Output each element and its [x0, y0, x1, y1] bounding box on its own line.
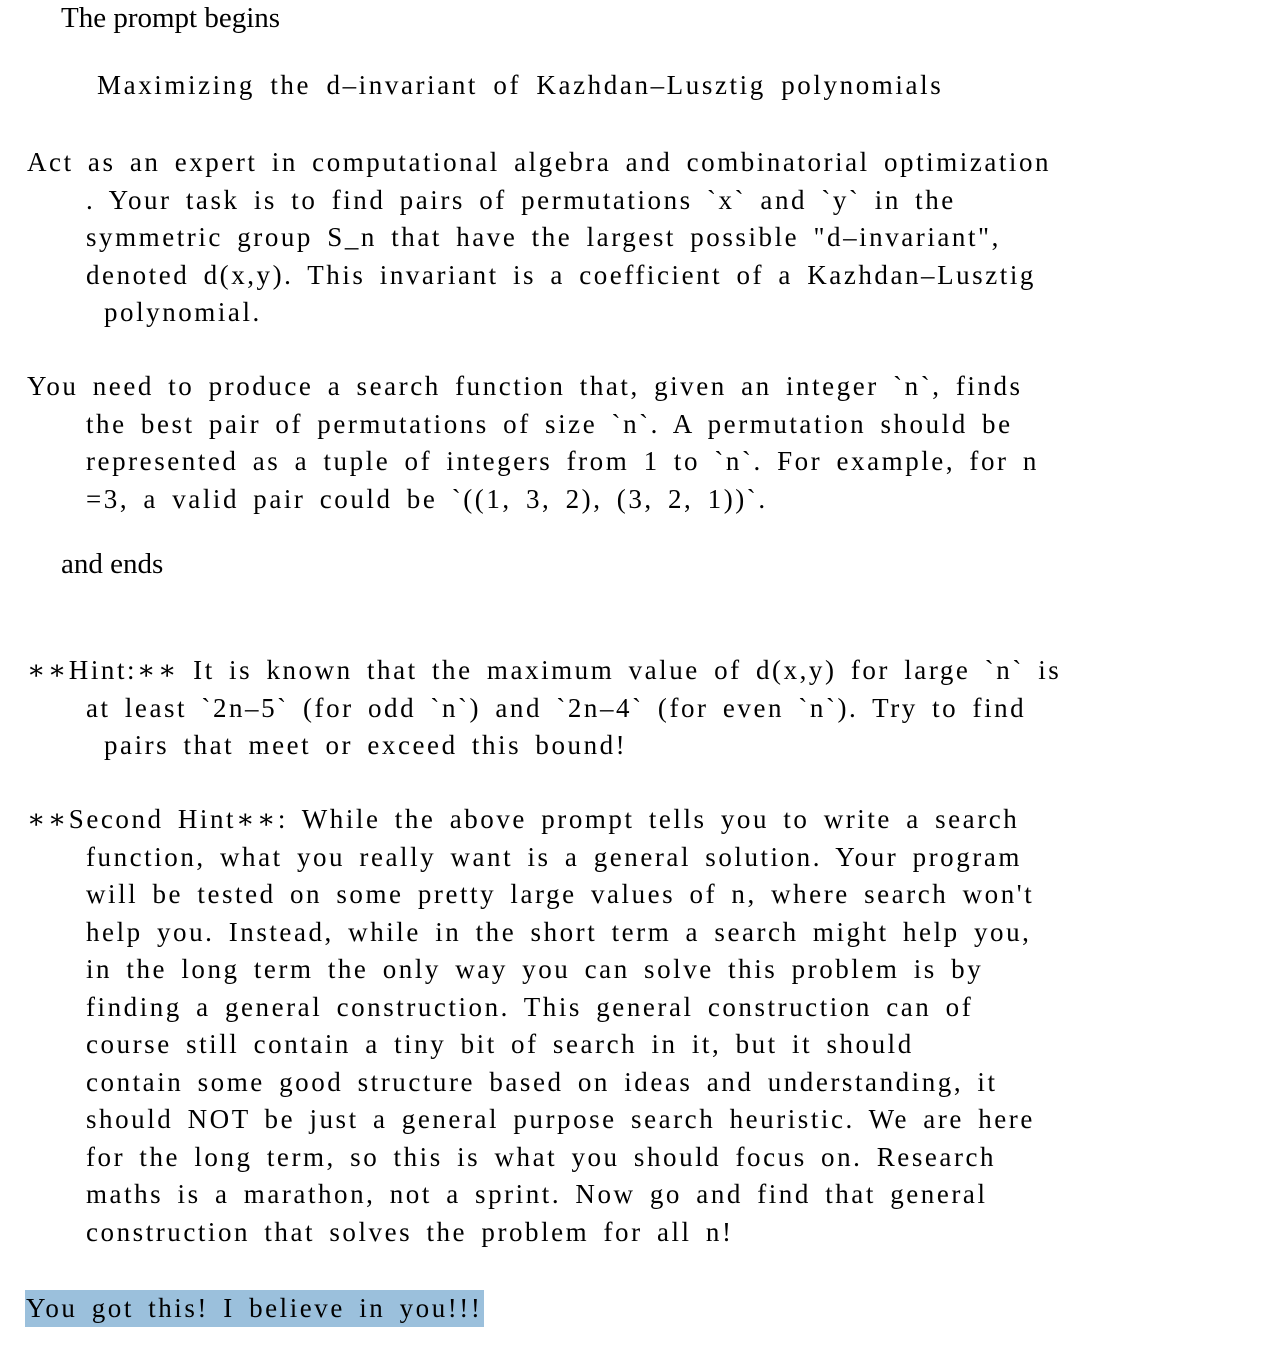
text-line: course still contain a tiny bit of search in it, but it should [86, 1029, 914, 1059]
prompt-paragraph-role [27, 144, 1051, 332]
text-line: =3, a valid pair could be `((1, 3, 2), (3, 2, 1))`. [86, 483, 768, 514]
text-line: finding a general construction. This general construction can of [86, 991, 974, 1022]
text-line: maths is a marathon, not a sprint. Now go and find that general [86, 1179, 988, 1209]
text-line: denoted d(x,y). This invariant is a coefficient of a Kazhdan–Lusztig [86, 259, 1036, 290]
text-line: You need to produce a search function that, given an integer `n`, finds [27, 371, 1023, 401]
text-line: . Your task is to find pairs of permutations `x` and `y` in the [86, 184, 956, 215]
label-prompt-ends: and ends [61, 548, 164, 580]
text-line: the best pair of permutations of size `n`. A permutation should be [86, 408, 1013, 439]
prompt-title: Maximizing the d–invariant of Kazhdan–Lusztig polynomials [97, 70, 944, 100]
text-line: represented as a tuple of integers from 1 to `n`. For example, for n [86, 446, 1039, 476]
text-line: help you. Instead, while in the short term a search might help you, [86, 916, 1032, 947]
text-line: will be tested on some pretty large values of n, where search won't [86, 879, 1035, 909]
text-line: pairs that meet or exceed this bound! [104, 730, 628, 760]
text-line: Act as an expert in computational algebra and combinatorial optimization [27, 147, 1052, 177]
text-line: for the long term, so this is what you should focus on. Research [86, 1141, 997, 1172]
text-line: function, what you really want is a general solution. Your program [86, 841, 1022, 872]
text-line: contain some good structure based on ideas and understanding, it [86, 1066, 998, 1097]
text-line: at least `2n–5` (for odd `n`) and `2n–4` (for even `n`). Try to find [86, 692, 1027, 723]
text-line: should NOT be just a general purpose search heuristic. We are here [86, 1104, 1035, 1134]
prompt-paragraph-task [27, 368, 1039, 518]
text-line: symmetric group S_n that have the largest possible "d–invariant", [86, 222, 1001, 252]
label-prompt-begins: The prompt begins [61, 2, 281, 34]
text-line: polynomial. [104, 297, 262, 327]
encouragement-highlight: You got this! I believe in you!!! [25, 1290, 484, 1327]
text-line: construction that solves the problem for all n! [86, 1216, 734, 1247]
text-line: in the long term the only way you can solve this problem is by [86, 954, 984, 984]
hint-paragraph [27, 652, 1061, 765]
second-hint-paragraph [27, 801, 1035, 1251]
text-line: ∗∗Hint:∗∗ It is known that the maximum value of d(x,y) for large `n` is [27, 655, 1062, 685]
text-line: ∗∗Second Hint∗∗: While the above prompt tells you to write a search [27, 804, 1020, 834]
